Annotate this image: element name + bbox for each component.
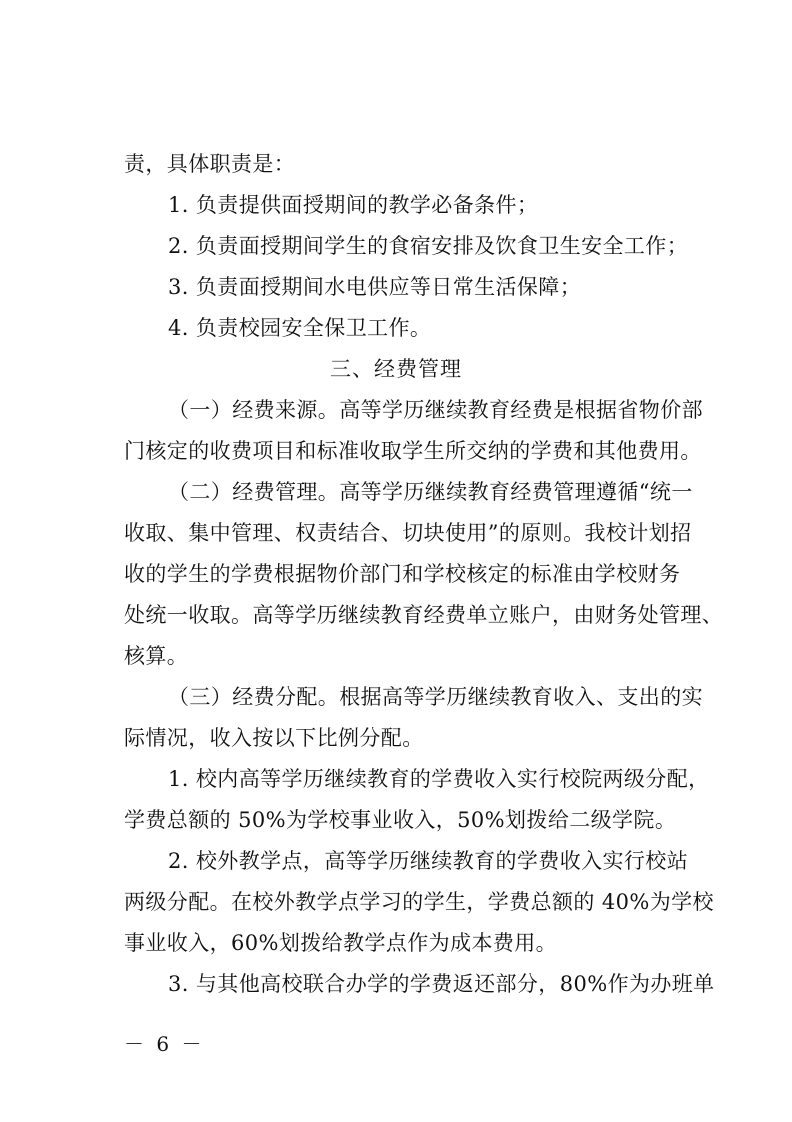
paragraph-line: 1. 校内高等学历继续教育的学费收入实行校院两级分配， xyxy=(168,767,710,791)
list-item: 1. 负责提供面授期间的教学必备条件； xyxy=(168,193,539,217)
paragraph-line: 收的学生的学费根据物价部门和学校核定的标准由学校财务 xyxy=(124,562,681,586)
paragraph-line: 3. 与其他高校联合办学的学费返还部分，80%作为办班单 xyxy=(168,972,715,996)
paragraph-line: （三）经费分配。根据高等学历继续教育收入、支出的实 xyxy=(168,685,703,709)
paragraph-line: 学费总额的 50%为学校事业收入，50%划拨给二级学院。 xyxy=(124,808,677,832)
paragraph-line: 收取、集中管理、权责结合、切块使用”的原则。我校计划招 xyxy=(124,521,692,545)
page-number: － 6 － xyxy=(124,1032,205,1056)
paragraph-line: 责，具体职责是： xyxy=(124,152,296,176)
paragraph-line: 核算。 xyxy=(124,644,189,668)
paragraph-line: （二）经费管理。高等学历继续教育经费管理遵循“统一 xyxy=(168,480,693,504)
paragraph-line: 际情况，收入按以下比例分配。 xyxy=(124,726,424,750)
paragraph-line: 两级分配。在校外教学点学习的学生，学费总额的 40%为学校 xyxy=(124,890,714,914)
section-heading: 三、经费管理 xyxy=(330,357,462,381)
list-item: 2. 负责面授期间学生的食宿安排及饮食卫生安全工作； xyxy=(168,234,689,258)
paragraph-line: 处统一收取。高等学历继续教育经费单立账户，由财务处管理、 xyxy=(124,603,724,627)
paragraph-line: 门核定的收费项目和标准收取学生所交纳的学费和其他费用。 xyxy=(124,439,702,463)
paragraph-line: （一）经费来源。高等学历继续教育经费是根据省物价部 xyxy=(168,398,703,422)
paragraph-line: 2. 校外教学点，高等学历继续教育的学费收入实行校站 xyxy=(168,849,689,873)
list-item: 4. 负责校园安全保卫工作。 xyxy=(168,316,432,340)
paragraph-line: 事业收入，60%划拨给教学点作为成本费用。 xyxy=(124,931,558,955)
list-item: 3. 负责面授期间水电供应等日常生活保障； xyxy=(168,275,582,299)
